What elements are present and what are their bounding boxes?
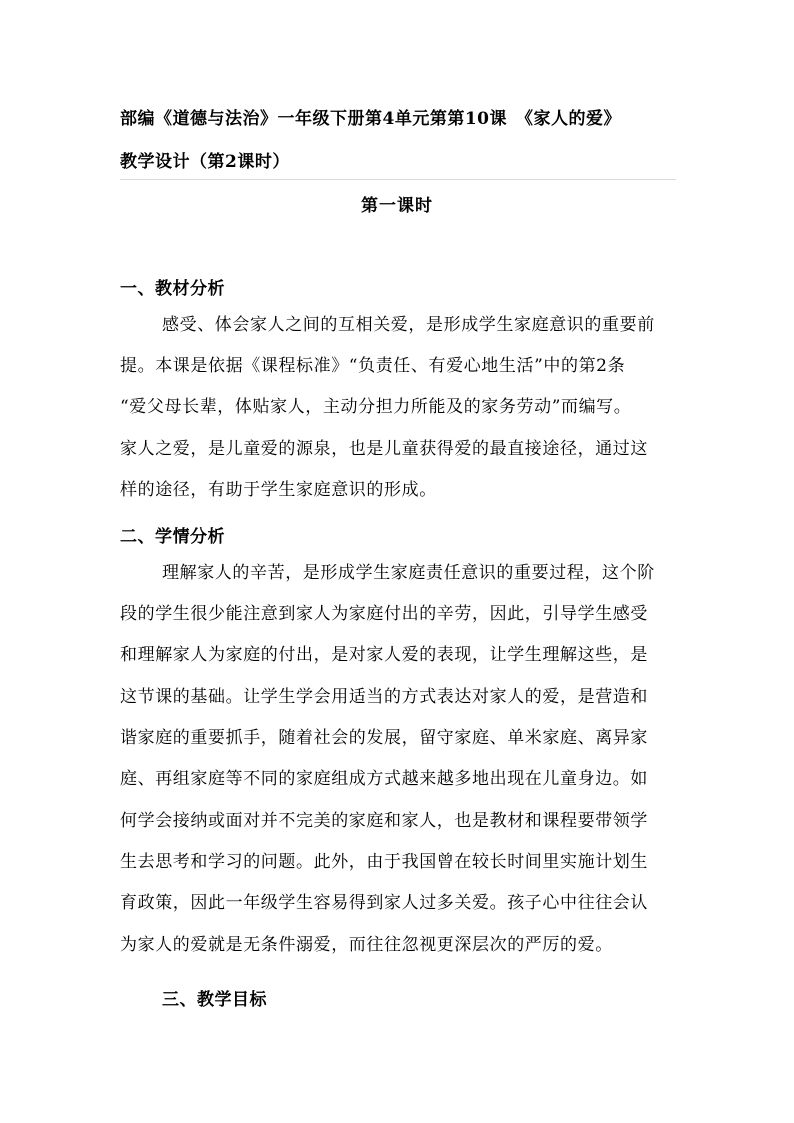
paragraph-line: 理解家人的辛苦，是形成学生家庭责任意识的重要过程，这个阶	[162, 563, 655, 583]
paragraph-line: 这节课的基础。让学生学会用适当的方式表达对家人的爱，是营造和	[120, 687, 648, 707]
paragraph-line: “爱父母长辈，体贴家人，主动分担力所能及的家务劳动”而编写。	[120, 397, 632, 417]
paragraph-line: 谐家庭的重要抓手，随着社会的发展，留守家庭、单米家庭、离异家	[120, 728, 648, 748]
section-heading-student-analysis: 二、学情分析	[120, 527, 225, 547]
document-title: 部编《道德与法治》一年级下册第4单元第第10课 《家人的爱》	[120, 109, 621, 129]
lesson-period-title: 第一课时	[361, 196, 433, 216]
paragraph-line: 何学会接纳或面对并不完美的家庭和家人，也是教材和课程要带领学	[120, 811, 648, 831]
paragraph-line: 生去思考和学习的问题。此外，由于我国曾在较长时间里实施计划生	[120, 852, 648, 872]
header-divider	[120, 179, 676, 180]
paragraph-line: 和理解家人为家庭的付出，是对家人爱的表现，让学生理解这些，是	[120, 645, 648, 665]
paragraph-line: 样的途径，有助于学生家庭意识的形成。	[120, 480, 437, 500]
paragraph-line: 提。本课是依据《课程标准》“负责任、有爱心地生活”中的第2条	[120, 356, 626, 376]
paragraph-line: 育政策，因此一年级学生容易得到家人过多关爱。孩子心中往往会认	[120, 893, 648, 913]
paragraph-line: 段的学生很少能注意到家人为家庭付出的辛劳，因此，引导学生感受	[120, 604, 648, 624]
paragraph-line: 庭、再组家庭等不同的家庭组成方式越来越多地出现在儿童身边。如	[120, 769, 648, 789]
section-heading-textbook-analysis: 一、教材分析	[120, 279, 225, 299]
paragraph-line: 为家人的爱就是无条件溺爱，而往往忽视更深层次的严厉的爱。	[120, 935, 613, 955]
paragraph-line: 家人之爱，是儿童爱的源泉，也是儿童获得爱的最直接途径，通过这	[120, 439, 648, 459]
document-title-continuation: 教学设计（第2课时）	[120, 152, 290, 172]
paragraph-line: 感受、体会家人之间的互相关爱，是形成学生家庭意识的重要前	[162, 315, 655, 335]
section-heading-teaching-goals: 三、教学目标	[162, 990, 267, 1010]
